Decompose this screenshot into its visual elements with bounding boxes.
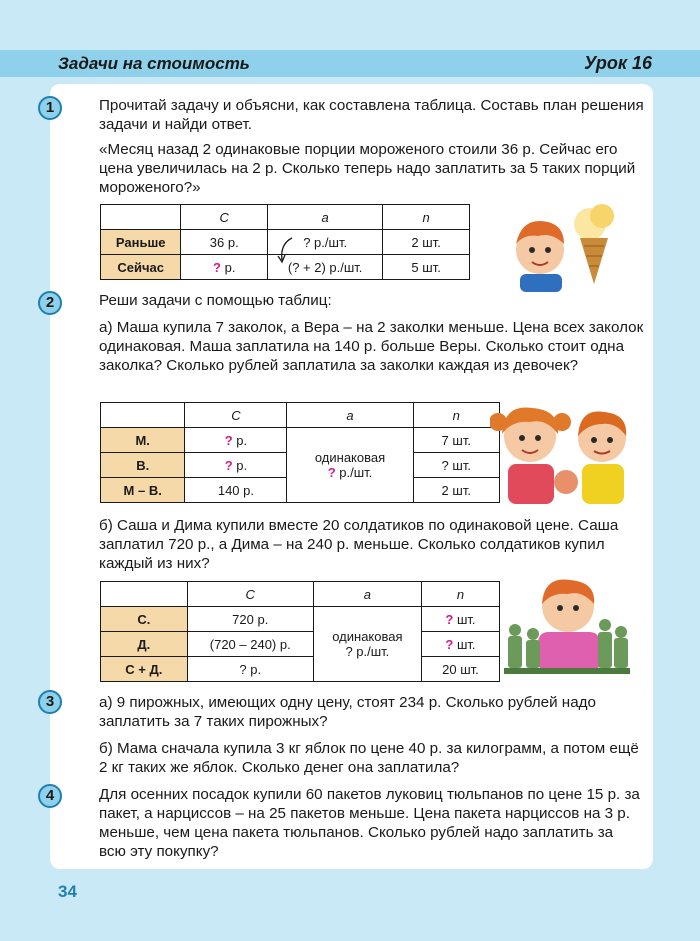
content-panel bbox=[45, 84, 653, 869]
boy-soldiers-illustration bbox=[498, 570, 633, 678]
section-title: Задачи на стоимость bbox=[58, 54, 250, 73]
task-number-4: 4 bbox=[38, 784, 62, 808]
row-label: С + Д. bbox=[101, 657, 188, 682]
cell-c: ? р. bbox=[181, 255, 268, 280]
task4-text: Для осенних посадок купили 60 пакетов луковиц тюльпанов по цене 15 р. за пакет, а нарциссов – на 25 пакетов меньше. Цена пакета нарциссов на 3 р. меньше, чем цена пакета тюльпанов. Сколько рублей надо заплатить за всю эту покупку? bbox=[99, 786, 640, 860]
col-header-c: C bbox=[181, 205, 268, 230]
task3-a-text: а) 9 пирожных, имеющих одну цену, стоят 234 р. Сколько рублей надо заплатить за 7 таких пирожных? bbox=[99, 694, 596, 730]
cell-a-merged: одинаковая ? р./шт. bbox=[287, 428, 413, 503]
col-header-c: C bbox=[185, 403, 287, 428]
task1-quote: «Месяц назад 2 одинаковые порции мороженого стоили 36 р. Сейчас его цена увеличилась на 2 р. Сколько теперь надо заплатить за 5 таких порций мороженого?» bbox=[99, 141, 636, 196]
arrow-icon bbox=[274, 234, 298, 268]
cell-n: 2 шт. bbox=[383, 230, 470, 255]
row-label: Раньше bbox=[101, 230, 181, 255]
row-label: Д. bbox=[101, 632, 188, 657]
task2-a-text: а) Маша купила 7 заколок, а Вера – на 2 заколки меньше. Цена всех заколок одинаковая. Маша заплатила на 140 р. больше Веры. Сколько стоит одна заколка? Сколько рублей заплатила за заколки каждая из девочек? bbox=[99, 319, 644, 374]
table-row bbox=[101, 632, 500, 657]
page-header bbox=[0, 50, 700, 77]
cell-n: ? шт. bbox=[413, 453, 499, 478]
col-header-a: a bbox=[313, 582, 421, 607]
row-label: М. bbox=[101, 428, 185, 453]
cell-n: 7 шт. bbox=[413, 428, 499, 453]
task-number-3: 3 bbox=[38, 690, 62, 714]
task2a-table bbox=[100, 402, 500, 503]
table-row bbox=[101, 428, 500, 453]
col-header-a: a bbox=[287, 403, 413, 428]
two-girls-illustration bbox=[490, 394, 640, 506]
col-header-a: a bbox=[268, 205, 383, 230]
task2-b-text: б) Саша и Дима купили вместе 20 солдатиков по одинаковой цене. Саша заплатил 720 р., а Дима – на 240 р. меньше. Сколько солдатиков купил каждый из них? bbox=[99, 517, 619, 572]
cell-a-merged: одинаковая ? р./шт. bbox=[313, 607, 421, 682]
cell-c: 720 р. bbox=[187, 607, 313, 632]
page-number: 34 bbox=[58, 882, 77, 901]
col-header-n: n bbox=[421, 582, 499, 607]
task3-b-text: б) Мама сначала купила 3 кг яблок по цене 40 р. за килограмм, а потом ещё 2 кг таких же яблок. Сколько денег она заплатила? bbox=[99, 740, 639, 776]
cell-n: ? шт. bbox=[421, 607, 499, 632]
cell-c: 140 р. bbox=[185, 478, 287, 503]
row-label: М – В. bbox=[101, 478, 185, 503]
task1-intro: Прочитай задачу и объясни, как составлена таблица. Составь план решения задачи и найди ответ. bbox=[99, 97, 644, 133]
cell-n: 20 шт. bbox=[421, 657, 499, 682]
col-header-n: n bbox=[383, 205, 470, 230]
table-row bbox=[101, 607, 500, 632]
cell-c: (720 – 240) р. bbox=[187, 632, 313, 657]
table-row bbox=[101, 657, 500, 682]
cell-n: 2 шт. bbox=[413, 478, 499, 503]
row-label: Сейчас bbox=[101, 255, 181, 280]
task2b-table bbox=[100, 581, 500, 682]
cell-c: ? р. bbox=[185, 428, 287, 453]
lesson-label: Урок 16 bbox=[584, 53, 652, 73]
col-header-c: C bbox=[187, 582, 313, 607]
task-number-1: 1 bbox=[38, 96, 62, 120]
cell-c: 36 р. bbox=[181, 230, 268, 255]
task2-intro: Реши задачи с помощью таблиц: bbox=[99, 292, 332, 309]
col-header-n: n bbox=[413, 403, 499, 428]
row-label: С. bbox=[101, 607, 188, 632]
cell-n: ? шт. bbox=[421, 632, 499, 657]
cell-c: ? р. bbox=[187, 657, 313, 682]
task-number-2: 2 bbox=[38, 291, 62, 315]
row-label: В. bbox=[101, 453, 185, 478]
cell-a: (? + 2) р./шт. bbox=[268, 255, 383, 280]
boy-icecream-illustration bbox=[502, 202, 622, 292]
cell-a: ? р./шт. bbox=[268, 230, 383, 255]
cell-c: ? р. bbox=[185, 453, 287, 478]
cell-n: 5 шт. bbox=[383, 255, 470, 280]
